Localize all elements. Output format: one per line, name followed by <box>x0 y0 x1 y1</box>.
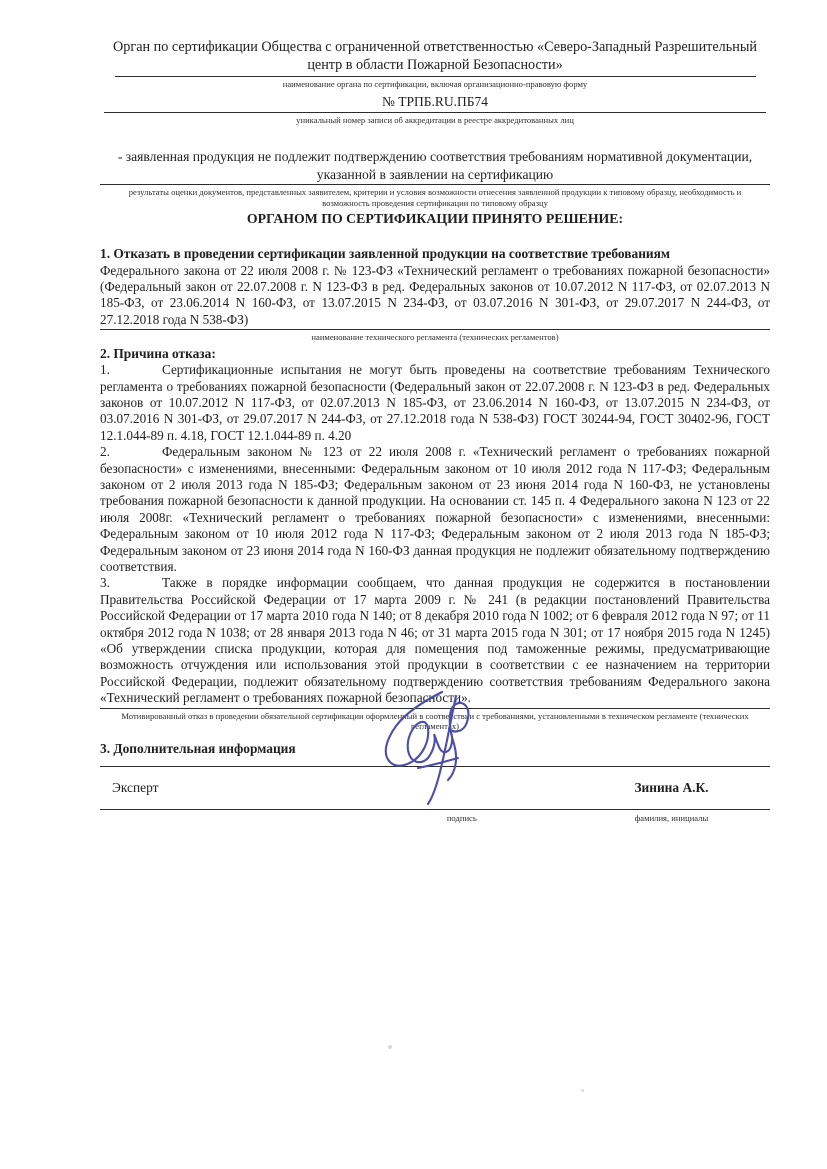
accreditation-number: № ТРПБ.RU.ПБ74 <box>381 93 489 109</box>
section-1-body: Федерального закона от 22 июля 2008 г. № 123-ФЗ «Технический регламент о требованиях пожарной безопасности» (Федеральный закон от 22.07.2008 г. N 123-ФЗ в ред. Федеральных законов от 10.07.2012 N 117-ФЗ, от 02.07.2013 N 185-ФЗ, от 23.06.2014 N 160-ФЗ, от 13.07.2015 N 234-ФЗ, от 03.07.2016 N 301-ФЗ, от 29.07.2017 N 244-ФЗ, от 27.12.2018 года N 538-ФЗ) <box>100 262 770 327</box>
accreditation-caption: уникальный номер записи об аккредитации в реестре аккредитованных лиц <box>296 114 574 125</box>
reason-item-2-text: Федеральным законом № 123 от 22 июля 2008 г. «Технический регламент о требованиях пожарной безопасности» с изменениями, внесенными: Федеральным законом от 10 июля 2012 года N 117-ФЗ; Федеральным законом от 2 июля 2013 года N 185-ФЗ; Федеральным законом от 23 июня 2014 года N 160-ФЗ, не установлены требования пожарной безопасности к данной продукции. На основании ст. 145 п. 4 Федерального закона N 123 от 22 июля 2008г. «Технический регламент о требованиях пожарной безопасности» с изменениями, внесенными: Федеральным законом от 10 июля 2012 года N 117-ФЗ; Федеральным законом от 2 июля 2013 года N 185-ФЗ; Федеральным законом от 23 июня 2014 года N 160-ФЗ данная продукция не подлежит обязательному подтверждению соответствия. <box>100 444 770 574</box>
section-1-heading: 1. Отказать в проведении сертификации заявленной продукции на соответствие требованиям <box>100 246 671 261</box>
reason-item-1 <box>100 362 770 444</box>
spacer <box>100 227 770 246</box>
scan-speck <box>581 1089 584 1092</box>
reason-item-2 <box>100 444 770 575</box>
signature-block <box>100 766 770 826</box>
section-2-reason <box>100 346 770 732</box>
expert-name: Зинина А.К. <box>634 779 709 795</box>
reason-item-1-number: 1. <box>100 362 110 378</box>
name-caption: фамилия, инициалы <box>634 813 709 824</box>
document-content <box>100 38 770 826</box>
reason-item-3 <box>100 575 770 706</box>
assessment-caption: результаты оценки документов, представленных заявителем, критерии и условия возможности отнесения заявленной продукции к типовому образцу, необходимость и возможность проведения сертификации по типовому образцу <box>128 187 742 208</box>
reason-item-3-text: Также в порядке информации сообщаем, что данная продукция не содержится в постановлении Правительства Российской Федерации от 17 марта 2009 г. № 241 (в редакции постановлений Правительства Российской Федерации от 17 марта 2010 года N 140; от 8 декабря 2010 года N 1002; от 6 февраля 2012 года N 97; от 11 октября 2012 года N 1038; от 28 января 2013 года N 46; от 31 марта 2015 года N 301; от 17 ноября 2015 года N 1245) «Об утверждении списка продукции, которая для помещения под таможенные режимы, предусматривающие возможность отчуждения или использования этой продукции в соответствии с ее назначением на территории Российской Федерации, подлежит обязательному подтверждению соответствия требованиям Федерального закона «Технический регламент о требованиях пожарной безопасности». <box>100 575 770 706</box>
section-2-rule <box>100 708 770 709</box>
scan-speck <box>388 1045 392 1049</box>
reason-item-1-text: Сертификационные испытания не могут быть проведены на соответствие требованиям Технического регламента о требованиях пожарной безопасности (Федеральный закон от 22.07.2008 г. N 123-ФЗ в ред. Федеральных законов от 10.07.2012 N 117-ФЗ, от 02.07.2013 N 185-ФЗ, от 23.06.2014 N 160-ФЗ, от 13.07.2015 N 234-ФЗ, от 03.07.2016 N 301-ФЗ, от 29.07.2017 N 244-ФЗ, от 27.12.2018 года N 538-ФЗ) ГОСТ 30244-94, ГОСТ 30402-96, ГОСТ 12.1.044-89 п. 4.18, ГОСТ 12.1.044-89 п. 4.20 <box>100 362 770 443</box>
header-rule-2 <box>104 112 766 113</box>
org-name-caption: наименование органа по сертификации, включая организационно-правовую форму <box>282 79 588 89</box>
assessment-rule <box>100 184 770 185</box>
certification-body-title: Орган по сертификации Общества с ограниченной ответственностью «Северо-Западный Разрешительный центр в области Пожарной Безопасности» <box>113 39 757 73</box>
signature-row <box>100 767 770 808</box>
signature-captions <box>100 810 770 826</box>
decision-heading: ОРГАНОМ ПО СЕРТИФИКАЦИИ ПРИНЯТО РЕШЕНИЕ: <box>246 211 624 226</box>
section-1-refusal <box>100 246 770 343</box>
header-rule-1 <box>115 76 756 77</box>
expert-role-label: Эксперт <box>112 779 159 795</box>
section-1-rule <box>100 329 770 330</box>
header <box>100 38 770 125</box>
section-3-additional-info <box>100 741 770 758</box>
reason-item-3-number: 3. <box>100 575 110 591</box>
section-2-heading: 2. Причина отказа: <box>100 345 216 361</box>
section-1-caption: наименование технического регламента (технических регламентов) <box>311 332 559 343</box>
assessment-statement: - заявленная продукция не подлежит подтверждению соответствия требованиям нормативной документации, указанной в заявлении на сертификацию <box>117 149 753 182</box>
reason-item-2-number: 2. <box>100 444 110 460</box>
section-2-caption: Мотивированный отказ в проведении обязательной сертификации оформленный в соответствии с требованиями, установленными в техническом регламенте (технических регламентах) <box>121 710 749 732</box>
signature-caption: подпись <box>446 813 477 824</box>
assessment-section <box>100 148 770 227</box>
section-3-heading: 3. Дополнительная информация <box>100 740 296 756</box>
